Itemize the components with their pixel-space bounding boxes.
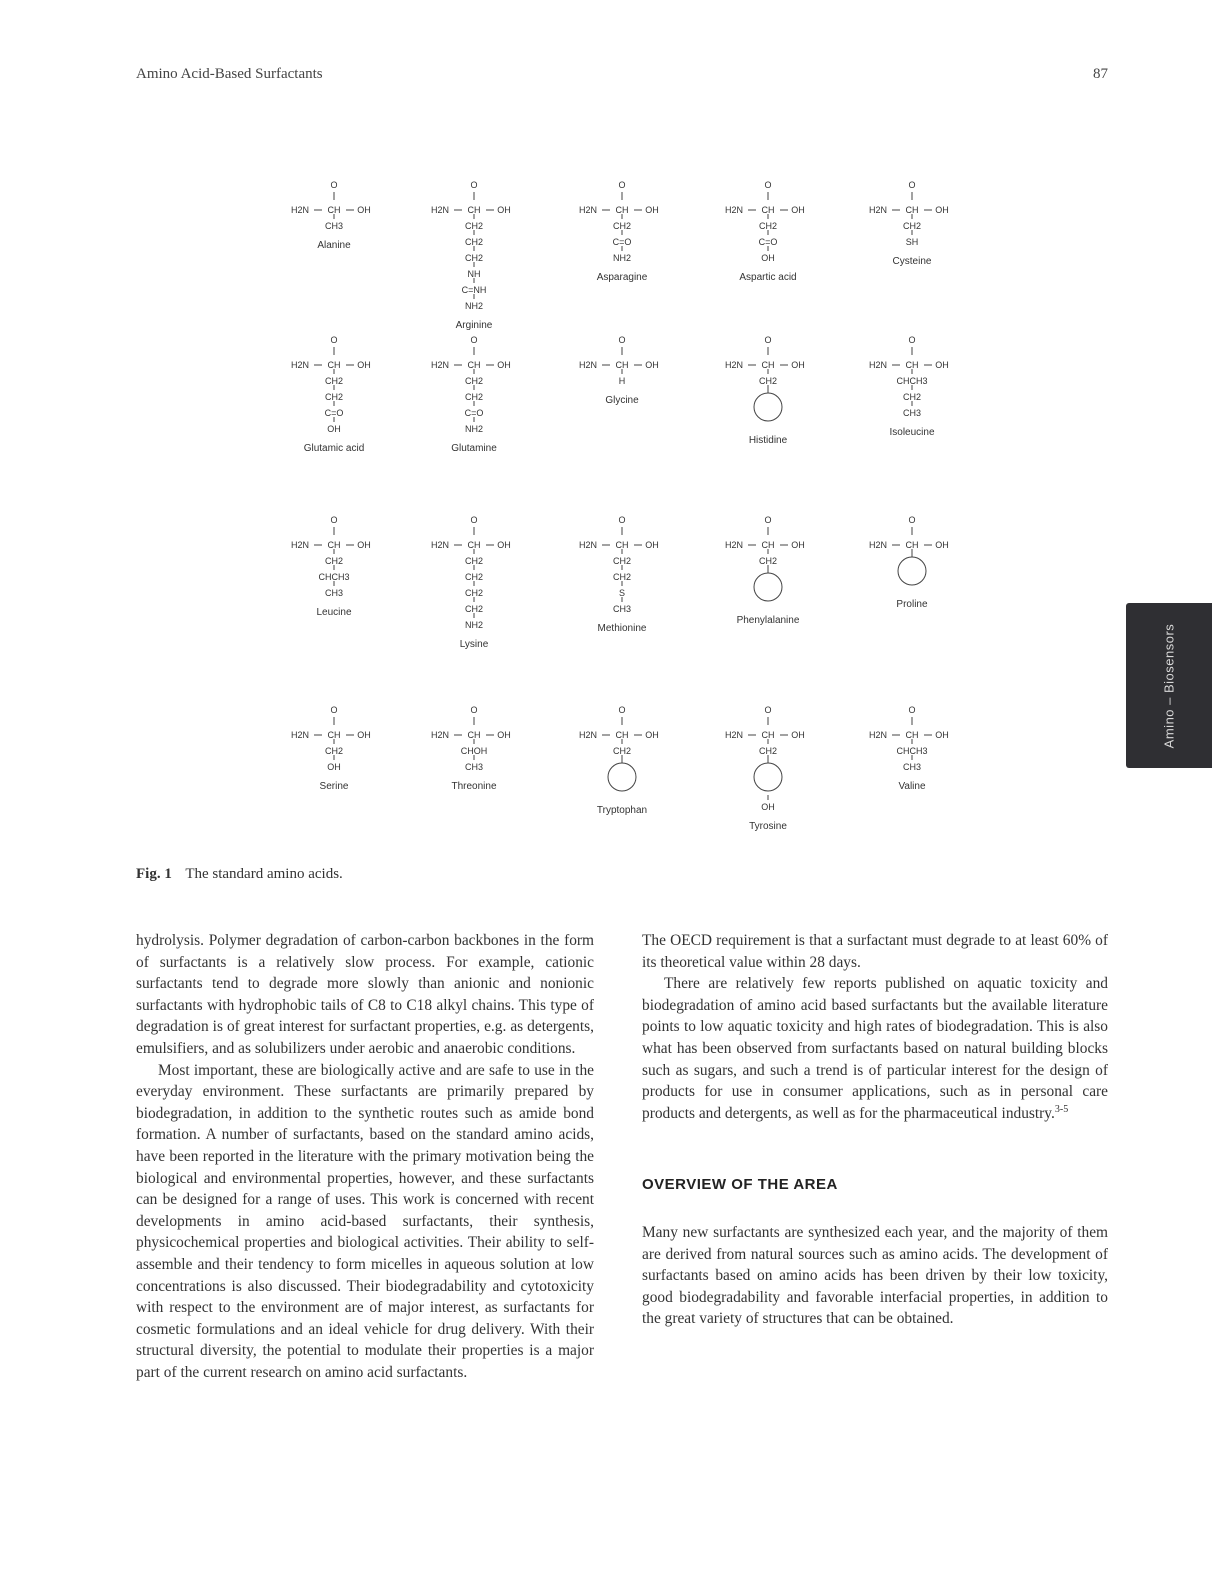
figure-caption-label: Fig. 1 <box>136 866 172 882</box>
amine-group: H2N <box>290 360 310 370</box>
paragraph: Many new surfactants are synthesized each year, and the majority of them are derived from natural sources such as amino acids. The development of surfactants based on amino acids has been driven by their low toxicity, good biodegradability and favorable interfacial properties, in addition to the great variety of structures that can be obtained. <box>642 1223 1108 1328</box>
side-chain-group: SH <box>905 237 919 247</box>
carboxyl-oh: OH <box>645 730 659 740</box>
side-chain-group: CH2 <box>758 376 778 386</box>
amino-acid-name: Cysteine <box>892 256 932 267</box>
amine-group: H2N <box>430 360 450 370</box>
amino-acid-name: Serine <box>319 781 349 792</box>
amino-acid-name: Valine <box>898 781 926 792</box>
amine-group: H2N <box>868 205 888 215</box>
carbonyl-oxygen: O <box>330 180 338 190</box>
side-chain-group: CH2 <box>464 588 484 598</box>
side-chain-group: CH2 <box>758 746 778 756</box>
carbonyl-oxygen: O <box>470 180 478 190</box>
side-chain-group: CH2 <box>324 746 344 756</box>
alpha-carbon: CH <box>905 205 919 215</box>
carbonyl-oxygen: O <box>764 705 772 715</box>
side-chain-group: H <box>618 376 626 386</box>
amino-acid-name: Alanine <box>317 240 351 251</box>
carboxyl-oh: OH <box>357 360 371 370</box>
amino-acid-name: Asparagine <box>596 272 648 283</box>
side-chain-group: C=NH <box>461 285 487 295</box>
section-heading: OVERVIEW OF THE AREA <box>642 1176 838 1194</box>
amino-acid-name: Isoleucine <box>889 427 935 438</box>
side-chain-group: CHOH <box>460 746 488 756</box>
carbonyl-oxygen: O <box>618 515 626 525</box>
carboxyl-oh: OH <box>357 540 371 550</box>
body-column-right <box>642 930 1108 1330</box>
side-chain-group: CH2 <box>612 746 632 756</box>
amine-group: H2N <box>578 360 598 370</box>
amine-group: H2N <box>578 205 598 215</box>
alpha-carbon: CH <box>467 360 481 370</box>
carbonyl-oxygen: O <box>764 180 772 190</box>
alpha-carbon: CH <box>467 730 481 740</box>
carbonyl-oxygen: O <box>618 180 626 190</box>
alpha-carbon: CH <box>327 540 341 550</box>
side-chain-group: CH2 <box>464 237 484 247</box>
ring-structure <box>608 763 636 791</box>
amino-acid-name: Glycine <box>605 395 639 406</box>
ring-structure <box>754 573 782 601</box>
side-chain-group: CH2 <box>612 556 632 566</box>
carboxyl-oh: OH <box>497 360 511 370</box>
chapter-side-tab <box>1126 603 1212 768</box>
paragraph-with-citation <box>642 973 1108 1124</box>
amino-acid-name: Leucine <box>316 607 352 618</box>
carbonyl-oxygen: O <box>908 515 916 525</box>
side-chain-group: CH2 <box>612 221 632 231</box>
carboxyl-oh: OH <box>935 730 949 740</box>
side-chain-group: NH2 <box>612 253 632 263</box>
alpha-carbon: CH <box>905 360 919 370</box>
side-chain-group: CHCH3 <box>896 746 928 756</box>
amine-group: H2N <box>868 730 888 740</box>
side-chain-group: CH2 <box>324 392 344 402</box>
amino-acid-name: Arginine <box>455 320 493 331</box>
carboxyl-oh: OH <box>935 360 949 370</box>
amine-group: H2N <box>868 540 888 550</box>
side-chain-group: CH3 <box>324 221 344 231</box>
amino-acid-name: Glutamine <box>451 443 497 454</box>
side-chain-group: OH <box>761 253 775 263</box>
side-chain-group: CH2 <box>464 572 484 582</box>
carboxyl-oh: OH <box>935 540 949 550</box>
carboxyl-oh: OH <box>497 205 511 215</box>
amino-acid-name: Methionine <box>597 623 647 634</box>
amino-acid-name: Aspartic acid <box>739 272 797 283</box>
side-chain-group: CH2 <box>902 221 922 231</box>
alpha-carbon: CH <box>467 540 481 550</box>
side-chain-group: NH2 <box>464 424 484 434</box>
carbonyl-oxygen: O <box>330 335 338 345</box>
running-title: Amino Acid-Based Surfactants <box>136 66 323 82</box>
side-chain-group: CH2 <box>464 376 484 386</box>
amine-group: H2N <box>290 540 310 550</box>
carbonyl-oxygen: O <box>470 515 478 525</box>
amine-group: H2N <box>430 205 450 215</box>
alpha-carbon: CH <box>615 360 629 370</box>
carboxyl-oh: OH <box>357 205 371 215</box>
carboxyl-oh: OH <box>645 205 659 215</box>
side-chain-group: CHCH3 <box>318 572 350 582</box>
alpha-carbon: CH <box>327 730 341 740</box>
side-chain-group: OH <box>327 762 341 772</box>
alpha-carbon: CH <box>615 540 629 550</box>
side-chain-group: CH2 <box>902 392 922 402</box>
amino-acid-name: Glutamic acid <box>303 443 365 454</box>
alpha-carbon: CH <box>327 205 341 215</box>
carboxyl-oh: OH <box>791 540 805 550</box>
side-chain-group: CH2 <box>464 392 484 402</box>
carbonyl-oxygen: O <box>618 335 626 345</box>
side-tab-label: Amino – Biosensors <box>1161 623 1177 748</box>
amine-group: H2N <box>724 205 744 215</box>
side-chain-group: C=O <box>324 408 344 418</box>
body-column-left <box>136 930 594 1383</box>
alpha-carbon: CH <box>905 540 919 550</box>
carboxyl-oh: OH <box>935 205 949 215</box>
carbonyl-oxygen: O <box>908 335 916 345</box>
side-chain-group: CHCH3 <box>896 376 928 386</box>
amino-acid-name: Lysine <box>459 639 489 650</box>
side-chain-group: CH2 <box>324 376 344 386</box>
alpha-carbon: CH <box>615 205 629 215</box>
side-chain-group: CH2 <box>758 556 778 566</box>
carbonyl-oxygen: O <box>908 180 916 190</box>
carbonyl-oxygen: O <box>470 335 478 345</box>
side-chain-group: NH2 <box>464 620 484 630</box>
carboxyl-oh: OH <box>791 730 805 740</box>
carboxyl-oh: OH <box>791 360 805 370</box>
paragraph: Most important, these are biologically active and are safe to use in the everyday environment. These surfactants are primarily prepared by biodegradation, in addition to the synthetic routes such as amide bond formation. A number of surfactants, based on the standard amino acids, have been reported in the literature with the primary motivation being the biological and environmental properties, however, and these surfactants can be designed for a range of uses. This work is concerned with recent developments in amino acid-based surfactants, their synthesis, physicochemical properties and biological activities. Their ability to self-assemble and their tendency to form micelles in aqueous solution at low concentrations is also discussed. Their biodegradability and cytotoxicity with respect to the environment are of major interest, as surfactants for cosmetic formulations and an ideal vehicle for drug delivery. With their structural diversity, the potential to modulate their properties is a major part of the current research on amino acid surfactants. <box>136 1061 594 1381</box>
carbonyl-oxygen: O <box>908 705 916 715</box>
alpha-carbon: CH <box>327 360 341 370</box>
side-chain-group: CH2 <box>464 556 484 566</box>
amine-group: H2N <box>290 730 310 740</box>
side-chain-group: OH <box>761 802 775 812</box>
carboxyl-oh: OH <box>791 205 805 215</box>
side-chain-group: CH2 <box>464 253 484 263</box>
carboxyl-oh: OH <box>497 730 511 740</box>
side-chain-group: CH3 <box>902 408 922 418</box>
side-chain-group: CH3 <box>464 762 484 772</box>
side-chain-group: C=O <box>464 408 484 418</box>
side-chain-group: CH2 <box>464 221 484 231</box>
carbonyl-oxygen: O <box>470 705 478 715</box>
side-chain-group: C=O <box>758 237 778 247</box>
amine-group: H2N <box>430 540 450 550</box>
figure-caption-text: The standard amino acids. <box>185 866 343 882</box>
amine-group: H2N <box>430 730 450 740</box>
page-number: 87 <box>1093 66 1108 82</box>
amine-group: H2N <box>290 205 310 215</box>
ring-structure <box>898 557 926 585</box>
amine-group: H2N <box>868 360 888 370</box>
alpha-carbon: CH <box>761 540 775 550</box>
alpha-carbon: CH <box>761 730 775 740</box>
paragraph-text: There are relatively few reports published on aquatic toxicity and biodegradation of amino acid based surfactants but the available literature points to low aquatic toxicity and high rates of biodegradation. This is also what has been observed from surfactants based on natural building blocks such as sugars, and such a trend is of particular interest for the design of products for use in consumer applications, such as in personal care products and detergents, as well as for the pharmaceutical industry. <box>642 975 1108 1122</box>
paragraph: The OECD requirement is that a surfactant must degrade to at least 60% of its theoretical value within 28 days. <box>642 932 1108 971</box>
side-chain-group: S <box>618 588 626 598</box>
alpha-carbon: CH <box>761 205 775 215</box>
citation-superscript: 3-5 <box>1054 1103 1069 1115</box>
carboxyl-oh: OH <box>497 540 511 550</box>
carbonyl-oxygen: O <box>330 515 338 525</box>
amine-group: H2N <box>578 540 598 550</box>
paragraph: hydrolysis. Polymer degradation of carbon-carbon backbones in the form of surfactants is a relatively slow process. For example, cationic surfactants tend to degrade more slowly than anionic and nonionic surfactants with hydrophobic tails of C8 to C18 alkyl chains. This type of degradation is of great interest for surfactant properties, e.g. as detergents, emulsifiers, and as solubilizers under aerobic and anaerobic conditions. <box>136 932 594 1057</box>
amine-group: H2N <box>724 360 744 370</box>
carbonyl-oxygen: O <box>330 705 338 715</box>
alpha-carbon: CH <box>761 360 775 370</box>
alpha-carbon: CH <box>467 205 481 215</box>
carboxyl-oh: OH <box>357 730 371 740</box>
carboxyl-oh: OH <box>645 360 659 370</box>
amino-acid-name: Histidine <box>748 435 788 446</box>
alpha-carbon: CH <box>905 730 919 740</box>
side-chain-group: CH3 <box>902 762 922 772</box>
carboxyl-oh: OH <box>645 540 659 550</box>
side-chain-group: CH3 <box>612 604 632 614</box>
side-chain-group: CH2 <box>464 604 484 614</box>
alpha-carbon: CH <box>615 730 629 740</box>
amino-acid-name: Phenylalanine <box>736 615 800 626</box>
ring-structure <box>754 763 782 791</box>
amino-acid-name: Tyrosine <box>749 821 787 832</box>
amino-acid-name: Proline <box>896 599 928 610</box>
carbonyl-oxygen: O <box>764 335 772 345</box>
amino-acid-name: Tryptophan <box>596 805 648 816</box>
carbonyl-oxygen: O <box>764 515 772 525</box>
carbonyl-oxygen: O <box>618 705 626 715</box>
amine-group: H2N <box>724 730 744 740</box>
ring-structure <box>754 393 782 421</box>
side-chain-group: OH <box>327 424 341 434</box>
side-chain-group: NH2 <box>464 301 484 311</box>
side-chain-group: C=O <box>612 237 632 247</box>
side-chain-group: CH2 <box>612 572 632 582</box>
side-chain-group: CH2 <box>758 221 778 231</box>
amino-acid-name: Threonine <box>451 781 497 792</box>
amine-group: H2N <box>578 730 598 740</box>
side-chain-group: CH3 <box>324 588 344 598</box>
figure-caption <box>136 866 343 883</box>
side-chain-group: NH <box>467 269 481 279</box>
side-chain-group: CH2 <box>324 556 344 566</box>
amine-group: H2N <box>724 540 744 550</box>
